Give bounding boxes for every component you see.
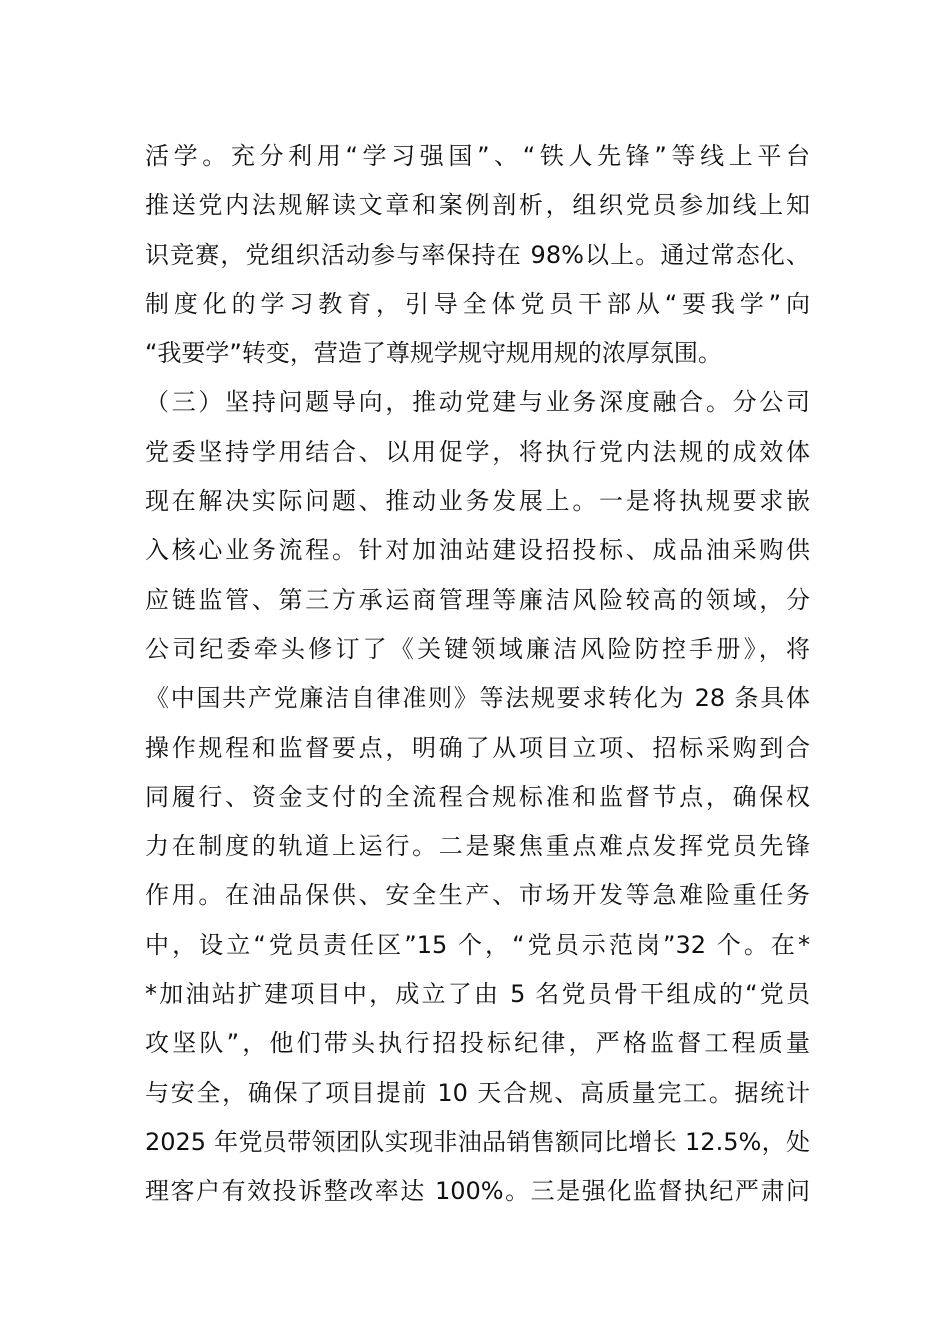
text-line: 作用。在油品保供、安全生产、市场开发等急难险重任务 <box>145 881 810 910</box>
text-line: 公司纪委牵头修订了《关键领域廉洁风险防控手册》，将 <box>145 634 810 663</box>
text-line: “我要学”转变，营造了尊规学规守规用规的浓厚氛围。 <box>145 339 722 368</box>
section-heading-line: （三）坚持问题导向，推动党建与业务深度融合。分公司 <box>145 388 810 417</box>
text-line: 同履行、资金支付的全流程合规标准和监督节点，确保权 <box>145 782 810 811</box>
text-line: 现在解决实际问题、推动业务发展上。一是将执规要求嵌 <box>145 487 810 516</box>
text-line: 与安全，确保了项目提前 10 天合规、高质量完工。据统计 <box>145 1078 810 1107</box>
text-line: 党委坚持学用结合、以用促学，将执行党内法规的成效体 <box>145 437 810 466</box>
text-line: 2025 年党员带领团队实现非油品销售额同比增长 12.5%，处 <box>145 1127 810 1156</box>
text-line: 理客户有效投诉整改率达 100%。三是强化监督执纪严肃问 <box>145 1177 810 1206</box>
text-line: 操作规程和监督要点，明确了从项目立项、招标采购到合 <box>145 733 810 762</box>
text-line: 《中国共产党廉洁自律准则》等法规要求转化为 28 条具体 <box>145 684 810 713</box>
text-line: 入核心业务流程。针对加油站建设招投标、成品油采购供 <box>145 536 810 565</box>
text-line: 制度化的学习教育，引导全体党员干部从“要我学”向 <box>145 289 810 318</box>
text-line: 中，设立“党员责任区”15 个，“党员示范岗”32 个。在* <box>145 930 810 959</box>
text-line: 活学。充分利用“学习强国”、“铁人先锋”等线上平台 <box>145 142 810 170</box>
text-line: 攻坚队”，他们带头执行招投标纪律，严格监督工程质量 <box>145 1029 810 1058</box>
body-text <box>145 132 810 1217</box>
text-line: *加油站扩建项目中，成立了由 5 名党员骨干组成的“党员 <box>145 980 810 1009</box>
text-line: 识竞赛，党组织活动参与率保持在 98%以上。通过常态化、 <box>145 240 810 269</box>
text-line: 推送党内法规解读文章和案例剖析，组织党员参加线上知 <box>145 191 810 220</box>
text-line: 应链监管、第三方承运商管理等廉洁风险较高的领域，分 <box>145 585 810 614</box>
text-line: 力在制度的轨道上运行。二是聚焦重点难点发挥党员先锋 <box>145 832 810 861</box>
